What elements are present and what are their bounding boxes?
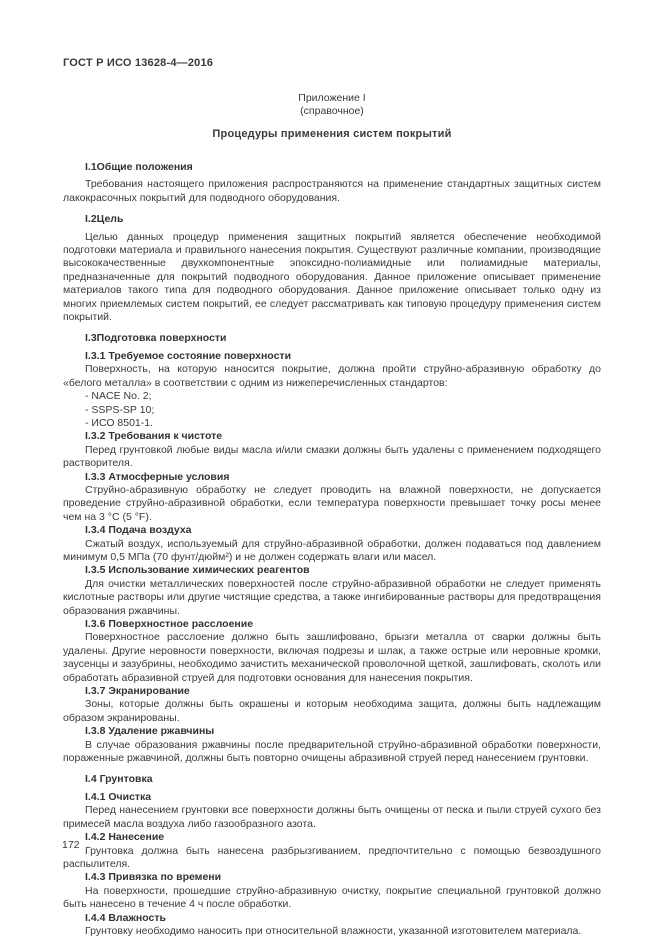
paragraph: Зоны, которые должны быть окрашены и которым необходима защита, должны быть надлежащим образом экранированы.	[63, 698, 601, 724]
paragraph: В случае образования ржавчины после предварительной струйно-абразивной обработки поверхности, пораженные ржавчиной, должны быть повторно очищены абразивной струей перед нанесением грунтовки.	[63, 738, 601, 765]
page-number: 172	[62, 839, 80, 851]
list-item: - NACE No. 2;	[85, 390, 152, 403]
document-content	[63, 57, 601, 936]
sub-heading: I.3.8 Удаление ржавчины	[85, 725, 215, 738]
annex-kind: (справочное)	[300, 105, 364, 117]
sub-heading: I.3.4 Подача воздуха	[85, 524, 192, 537]
sub-heading: I.4.3 Привязка по времени	[85, 871, 222, 884]
sub-heading: I.4.1 Очистка	[85, 790, 152, 803]
sub-heading: I.3.6 Поверхностное расслоение	[85, 618, 254, 630]
list-item: - SSPS-SP 10;	[85, 403, 155, 416]
paragraph: Целью данных процедур применения защитных покрытий является обеспечение необходимой подготовки материала и правильного нанесения покрытия. Существуют различные компании, производящие высококачественные двухкомпонентные эпоксидно-полиамидные или полиамидные материалы, предназначенные для покрытий подводного оборудования. Данное приложение описывает применение материалов такого типа для подводного оборудования. Данное приложение описывает только одну из многих приемлемых систем покрытий, ее следует рассматривать как типовую процедуру применения систем покрытий.	[63, 230, 601, 324]
document-title: Процедуры применения систем покрытий	[212, 128, 452, 140]
sub-heading: I.3.5 Использование химических реагентов	[85, 564, 310, 577]
document-blocks	[63, 161, 601, 936]
paragraph: Перед нанесением грунтовки все поверхности должны быть очищены от песка и пыли струей сухого без примесей масла воздуха либо газообразного азота.	[63, 804, 601, 830]
paragraph: Сжатый воздух, используемый для струйно-абразивной обработки, должен подаваться под давлением минимум 0,5 МПа (70 фунт/дюйм²) и не должен содержать влаги или масел.	[63, 537, 601, 563]
paragraph: Грунтовку необходимо наносить при относительной влажности, указанной изготовителем материала.	[85, 924, 582, 936]
paragraph: Поверхность, на которую наносится покрытие, должна пройти струйно-абразивную обработку до «белого металла» в соответствии с одним из нижеперечисленных стандартов:	[63, 363, 601, 389]
paragraph: Для очистки металлических поверхностей после струйно-абразивной обработки не следует применять кислотные растворы или другие чистящие средства, а также ингибированные растворы для предотвращения образования ржавчины.	[63, 577, 601, 617]
paragraph: На поверхности, прошедшие струйно-абразивную очистку, покрытие специальной грунтовкой должно быть нанесено в течение 4 ч после обработки.	[63, 884, 601, 911]
section-heading: I.3Подготовка поверхности	[85, 332, 227, 345]
sub-heading: I.3.3 Атмосферные условия	[85, 470, 230, 483]
section-heading: I.4 Грунтовка	[85, 773, 153, 786]
paragraph: Грунтовка должна быть нанесена разбрызгиванием, предпочтительно с помощью безвоздушного распылителя.	[63, 844, 601, 870]
paragraph: Струйно-абразивную обработку не следует проводить на влажной поверхности, не допускается проведение струйно-абразивной обработки, если температура поверхности превышает точку росы менее чем на 3 °C (5 °F).	[63, 483, 601, 523]
paragraph: Перед грунтовкой любые виды масла и/или смазки должны быть удалены с применением подходящего растворителя.	[63, 443, 601, 470]
sub-heading: I.3.7 Экранирование	[85, 685, 190, 698]
paragraph: Требования настоящего приложения распространяются на применение стандартных защитных систем лакокрасочных покрытий для подводного оборудования.	[63, 178, 601, 204]
list-item: - ИСО 8501-1.	[85, 416, 154, 429]
sub-heading: I.4.4 Влажность	[85, 911, 166, 924]
paragraph: Поверхностное расслоение должно быть зашлифовано, брызги металла от сварки должны быть удалены. Другие неровности поверхности, включая подрезы и шлак, а также острые или неровные кромки, заусенцы и зазубрины, необходимо зачистить механической проволочной щеткой, зашлифовать, сколоть или обработать абразивной струей для подготовки основания для нанесения покрытия.	[63, 631, 601, 684]
annex-label: Приложение I	[298, 92, 366, 104]
sub-heading: I.3.2 Требования к чистоте	[85, 430, 223, 443]
section-heading: I.2Цель	[85, 213, 124, 226]
sub-heading: I.3.1 Требуемое состояние поверхности	[85, 349, 292, 362]
standard-designation: ГОСТ Р ИСО 13628-4—2016	[63, 57, 214, 69]
section-heading: I.1Общие положения	[85, 161, 193, 173]
sub-heading: I.4.2 Нанесение	[85, 831, 165, 844]
